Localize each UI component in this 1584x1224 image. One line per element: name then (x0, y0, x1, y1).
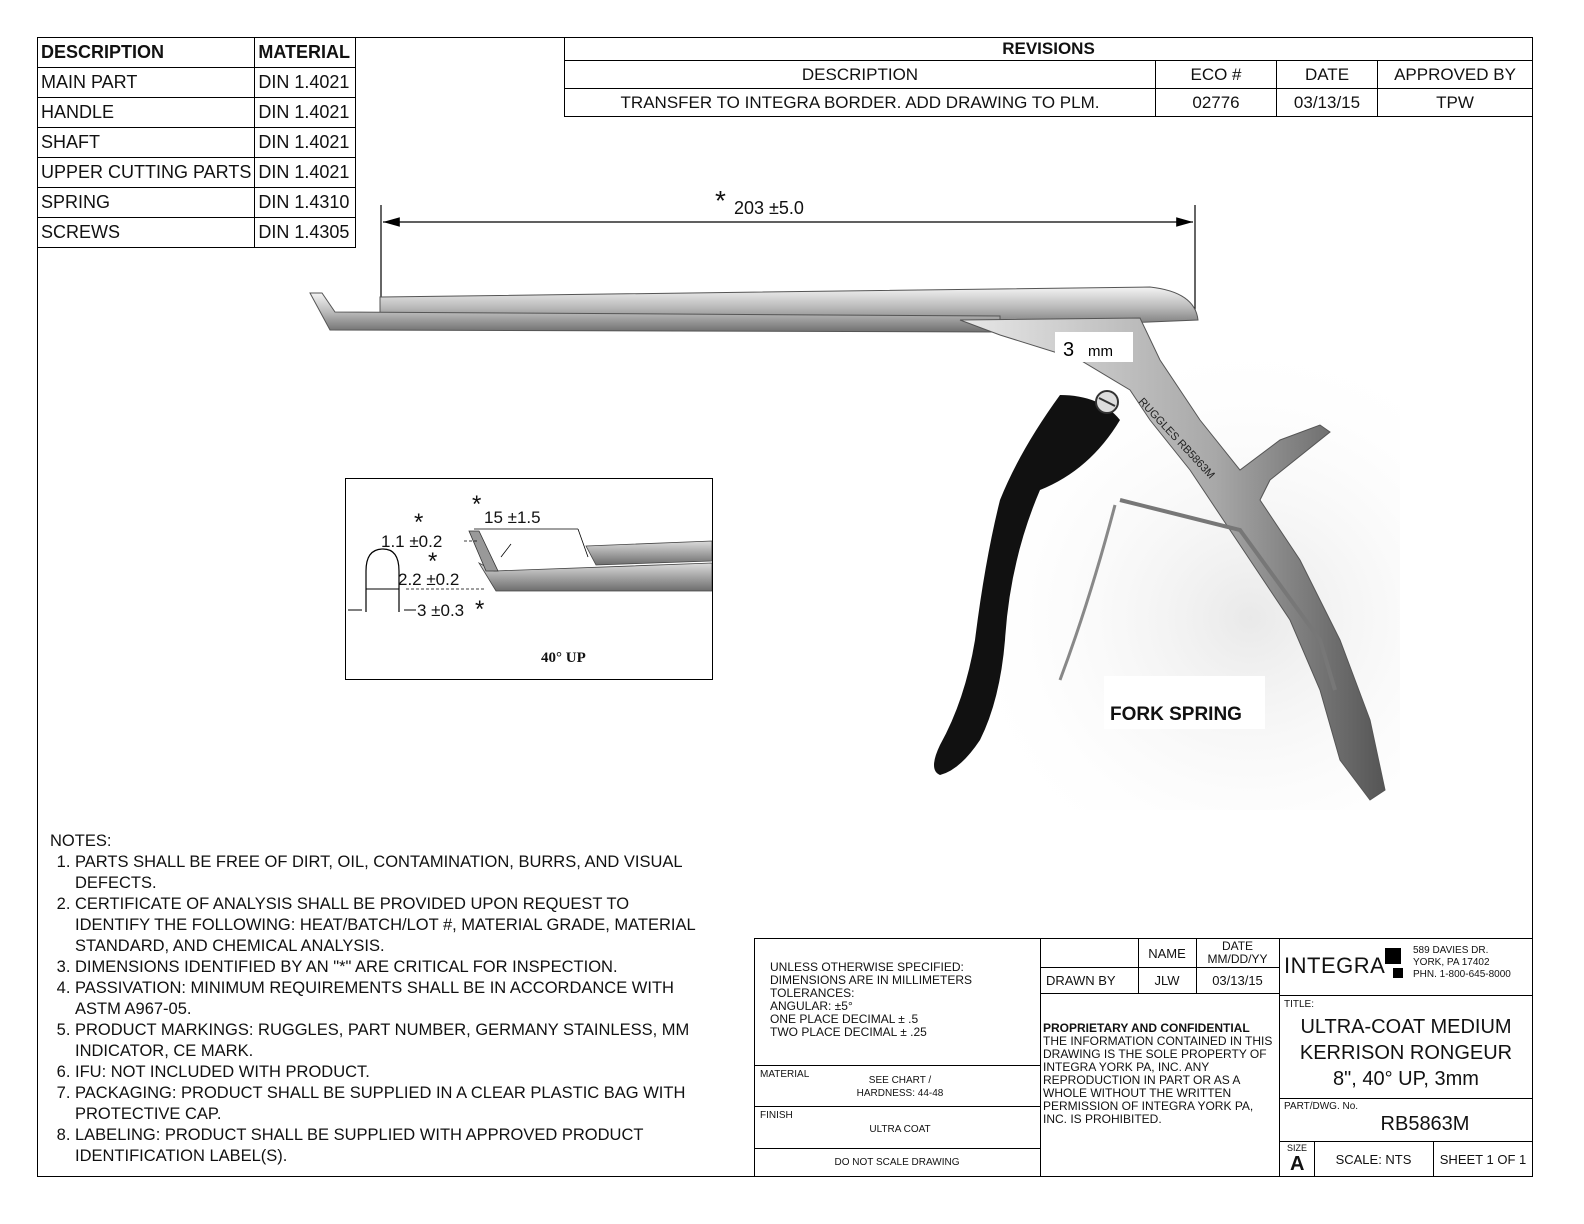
title-line: KERRISON RONGEUR (1299, 1042, 1513, 1064)
title-label: TITLE: (1284, 999, 1315, 1010)
material-part: UPPER CUTTING PARTS (38, 158, 255, 188)
tip-detail-view (345, 478, 713, 680)
company-address (1413, 945, 1511, 981)
dim-15: 15 ±1.5 (484, 508, 541, 527)
fork-spring-label-box (1104, 676, 1265, 729)
notes-list (50, 852, 700, 1167)
company-logo: INTEGRA (1284, 953, 1386, 978)
size-mark: 3 (1063, 339, 1075, 361)
size-unit: mm (1088, 343, 1113, 360)
list-item: 4. PASSIVATION: MINIMUM REQUIREMENTS SHALL BE IN ACCORDANCE WITH ASTM A967-05. (75, 978, 700, 1020)
proprietary-text: THE INFORMATION CONTAINED IN THIS DRAWING IS THE SOLE PROPERTY OF INTEGRA YORK PA, INC. ANY REPRODUCTION IN PART OR AS A WHOLE WITHOUT THE WRITTEN PERMISSION OF INTEGRA YORK PA, INC. IS PROHIBITED. (1043, 1034, 1273, 1126)
address-line: 589 DAVIES DR. (1413, 945, 1489, 956)
critical-star: * (475, 596, 485, 623)
list-item: 2. CERTIFICATE OF ANALYSIS SHALL BE PROVIDED UPON REQUEST TO IDENTIFY THE FOLLOWING: HEAT/BATCH/LOT #, MATERIAL GRADE, MATERIAL STANDARD, AND CHEMICAL ANALYSIS. (75, 894, 700, 957)
material-spec: DIN 1.4021 (255, 98, 356, 128)
rev-description: TRANSFER TO INTEGRA BORDER. ADD DRAWING TO PLM. (565, 89, 1156, 117)
tolerance-line: ONE PLACE DECIMAL ± .5 (770, 1012, 919, 1026)
date-header (1196, 940, 1279, 966)
material-part: SPRING (38, 188, 255, 218)
material-header-description: DESCRIPTION (38, 38, 255, 68)
part-number: RB5863M (1380, 1113, 1470, 1135)
material-spec: DIN 1.4021 (255, 68, 356, 98)
rev-approved: TPW (1378, 89, 1533, 117)
rev-col-approved: APPROVED BY (1378, 61, 1533, 89)
material-spec: DIN 1.4021 (255, 158, 356, 188)
tolerance-line: ANGULAR: ±5° (770, 999, 853, 1013)
list-item: 1. PARTS SHALL BE FREE OF DIRT, OIL, CONTAMINATION, BURRS, AND VISUAL DEFECTS. (75, 852, 700, 894)
finish-label: FINISH (760, 1110, 793, 1121)
rev-col-eco: ECO # (1156, 61, 1277, 89)
critical-star: * (715, 185, 726, 216)
proprietary-title: PROPRIETARY AND CONFIDENTIAL (1043, 1021, 1250, 1035)
revisions-title: REVISIONS (565, 38, 1533, 61)
dim-1-1: 1.1 ±0.2 (381, 532, 443, 551)
material-label: MATERIAL (760, 1069, 810, 1080)
notes-title: NOTES: (50, 832, 112, 850)
material-part: HANDLE (38, 98, 255, 128)
material-part: SHAFT (38, 128, 255, 158)
critical-star: * (472, 491, 482, 518)
date-header-line: MM/DD/YY (1207, 952, 1268, 966)
tolerance-line: UNLESS OTHERWISE SPECIFIED: (770, 960, 964, 974)
list-item: 6. IFU: NOT INCLUDED WITH PRODUCT. (75, 1062, 700, 1083)
rev-eco: 02776 (1156, 89, 1277, 117)
material-spec: DIN 1.4305 (255, 218, 356, 248)
material-value-line: HARDNESS: 44-48 (856, 1088, 944, 1099)
address-line: YORK, PA 17402 (1413, 957, 1490, 968)
material-value-line: SEE CHART / (868, 1075, 932, 1086)
sheet-number: SHEET 1 OF 1 (1439, 1152, 1527, 1167)
finish-value: ULTRA COAT (869, 1124, 931, 1135)
scale: SCALE: NTS (1335, 1152, 1412, 1167)
size-label: SIZE (1287, 1143, 1308, 1153)
title-line: 8", 40° UP, 3mm (1333, 1068, 1479, 1090)
tolerance-line: TOLERANCES: (770, 986, 855, 1000)
drawn-by-date: 03/13/15 (1212, 973, 1263, 988)
proprietary-block (1043, 1022, 1277, 1126)
tolerances-block (770, 961, 1035, 1039)
tolerance-line: TWO PLACE DECIMAL ± .25 (770, 1025, 927, 1039)
name-header: NAME (1148, 946, 1186, 961)
critical-star: * (414, 509, 424, 536)
material-part: SCREWS (38, 218, 255, 248)
rev-col-date: DATE (1277, 61, 1378, 89)
rev-col-description: DESCRIPTION (565, 61, 1156, 89)
tolerance-line: DIMENSIONS ARE IN MILLIMETERS (770, 973, 973, 987)
list-item: 3. DIMENSIONS IDENTIFIED BY AN "*" ARE CRITICAL FOR INSPECTION. (75, 957, 700, 978)
do-not-scale: DO NOT SCALE DRAWING (834, 1157, 960, 1168)
date-header-line: DATE (1221, 939, 1254, 953)
title-line: ULTRA-COAT MEDIUM (1300, 1016, 1512, 1038)
list-item: 5. PRODUCT MARKINGS: RUGGLES, PART NUMBER, GERMANY STAINLESS, MM INDICATOR, CE MARK. (75, 1020, 700, 1062)
fork-spring-label: FORK SPRING (1110, 704, 1242, 725)
logo-square-small-icon (1393, 968, 1403, 978)
list-item: 8. LABELING: PRODUCT SHALL BE SUPPLIED WITH APPROVED PRODUCT IDENTIFICATION LABEL(S). (75, 1125, 700, 1167)
critical-star: * (428, 548, 438, 575)
material-part: MAIN PART (38, 68, 255, 98)
angle-label: 40° UP (541, 650, 586, 666)
logo-square-icon (1385, 948, 1401, 964)
notes-block (50, 831, 700, 1167)
size-value: A (1290, 1153, 1305, 1175)
drawn-by-label: DRAWN BY (1046, 973, 1116, 988)
material-spec: DIN 1.4021 (255, 128, 356, 158)
drawing-title (1279, 1014, 1533, 1092)
material-value (800, 1074, 1000, 1100)
part-number-label: PART/DWG. No. (1284, 1101, 1359, 1112)
drawn-by-name: JLW (1154, 973, 1180, 988)
material-header-material: MATERIAL (255, 38, 356, 68)
material-spec: DIN 1.4310 (255, 188, 356, 218)
dim-2-2: 2.2 ±0.2 (398, 570, 460, 589)
address-line: PHN. 1-800-645-8000 (1413, 969, 1511, 980)
overall-length-dim: 203 ±5.0 (734, 198, 804, 218)
engraving-text: RUGGLES RB5863M (1135, 395, 1217, 482)
list-item: 7. PACKAGING: PRODUCT SHALL BE SUPPLIED IN A CLEAR PLASTIC BAG WITH PROTECTIVE CAP. (75, 1083, 700, 1125)
dim-3: 3 ±0.3 (417, 601, 465, 620)
rev-date: 03/13/15 (1277, 89, 1378, 117)
